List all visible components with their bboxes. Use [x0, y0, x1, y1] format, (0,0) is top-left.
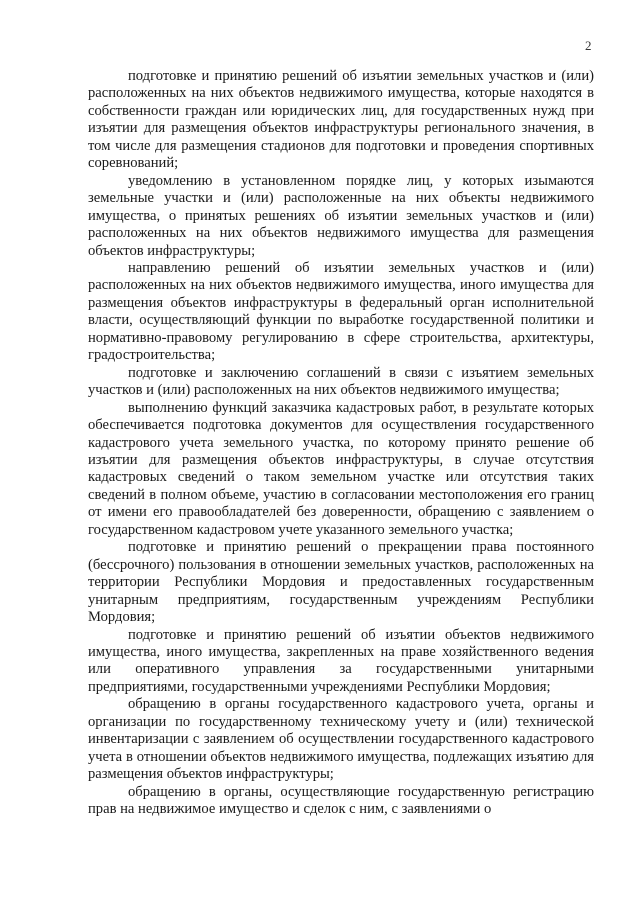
document-body	[88, 68, 594, 818]
paragraph: подготовке и принятию решений о прекращении права постоянного (бессрочного) пользования в отношении земельных участков, расположенных на территории Республики Мордовия и предоставленных государственным унитарным предприятиям, государственным учреждениям Республики Мордовия;	[88, 539, 594, 626]
paragraph: направлению решений об изъятии земельных участков и (или) расположенных на них объектов недвижимого имущества, иного имущества для размещения объектов инфраструктуры в федеральный орган исполнительной власти, осуществляющий функции по выработке государственной политики и нормативно-правовому регулированию в сфере строительства, архитектуры, градостроительства;	[88, 259, 594, 364]
paragraph: подготовке и принятию решений об изъятии земельных участков и (или) расположенных на них объектов недвижимого имущества, которые находятся в собственности граждан или юридических лиц, для государственных нужд при изъятии для размещения объектов инфраструктуры регионального значения, в том числе для размещения стадионов для подготовки и проведения спортивных соревнований;	[88, 68, 594, 172]
paragraph: уведомлению в установленном порядке лиц, у которых изымаются земельные участки и (или) расположенные на них объекты недвижимого имущества, о принятых решениях об изъятии земельных участков и (или) расположенных на них объектов недвижимого имущества для размещения объектов инфраструктуры;	[88, 172, 594, 259]
paragraph: подготовке и принятию решений об изъятии объектов недвижимого имущества, иного имущества, закрепленных на праве хозяйственного ведения или оперативного управления за государственными унитарными предприятиями, государственными учреждениями Республики Мордовия;	[88, 626, 594, 695]
paragraph: выполнению функций заказчика кадастровых работ, в результате которых обеспечивается подготовка документов для осуществления государственного кадастрового учета земельного участка, по которому принято решение об изъятии для размещения объектов инфраструктуры, в случае отсутствия кадастровых сведений о таком земельном участке или отсутствия таких сведений в полном объеме, участию в согласовании местоположения его границ от имени его правообладателей без доверенности, обращению с заявлением о государственном кадастровом учете указанного земельного участка;	[88, 399, 594, 538]
page-number: 2	[585, 38, 592, 53]
paragraph: подготовке и заключению соглашений в связи с изъятием земельных участков и (или) расположенных на них объектов недвижимого имущества;	[88, 364, 594, 399]
paragraph: обращению в органы государственного кадастрового учета, органы и организации по государственному техническому учету и (или) технической инвентаризации с заявлением об осуществлении государственного кадастрового учета в отношении объектов недвижимого имущества, подлежащих изъятию для размещения объектов инфраструктуры;	[88, 696, 594, 783]
paragraph: обращению в органы, осуществляющие государственную регистрацию прав на недвижимое имущество и сделок с ним, с заявлениями о	[88, 783, 594, 818]
